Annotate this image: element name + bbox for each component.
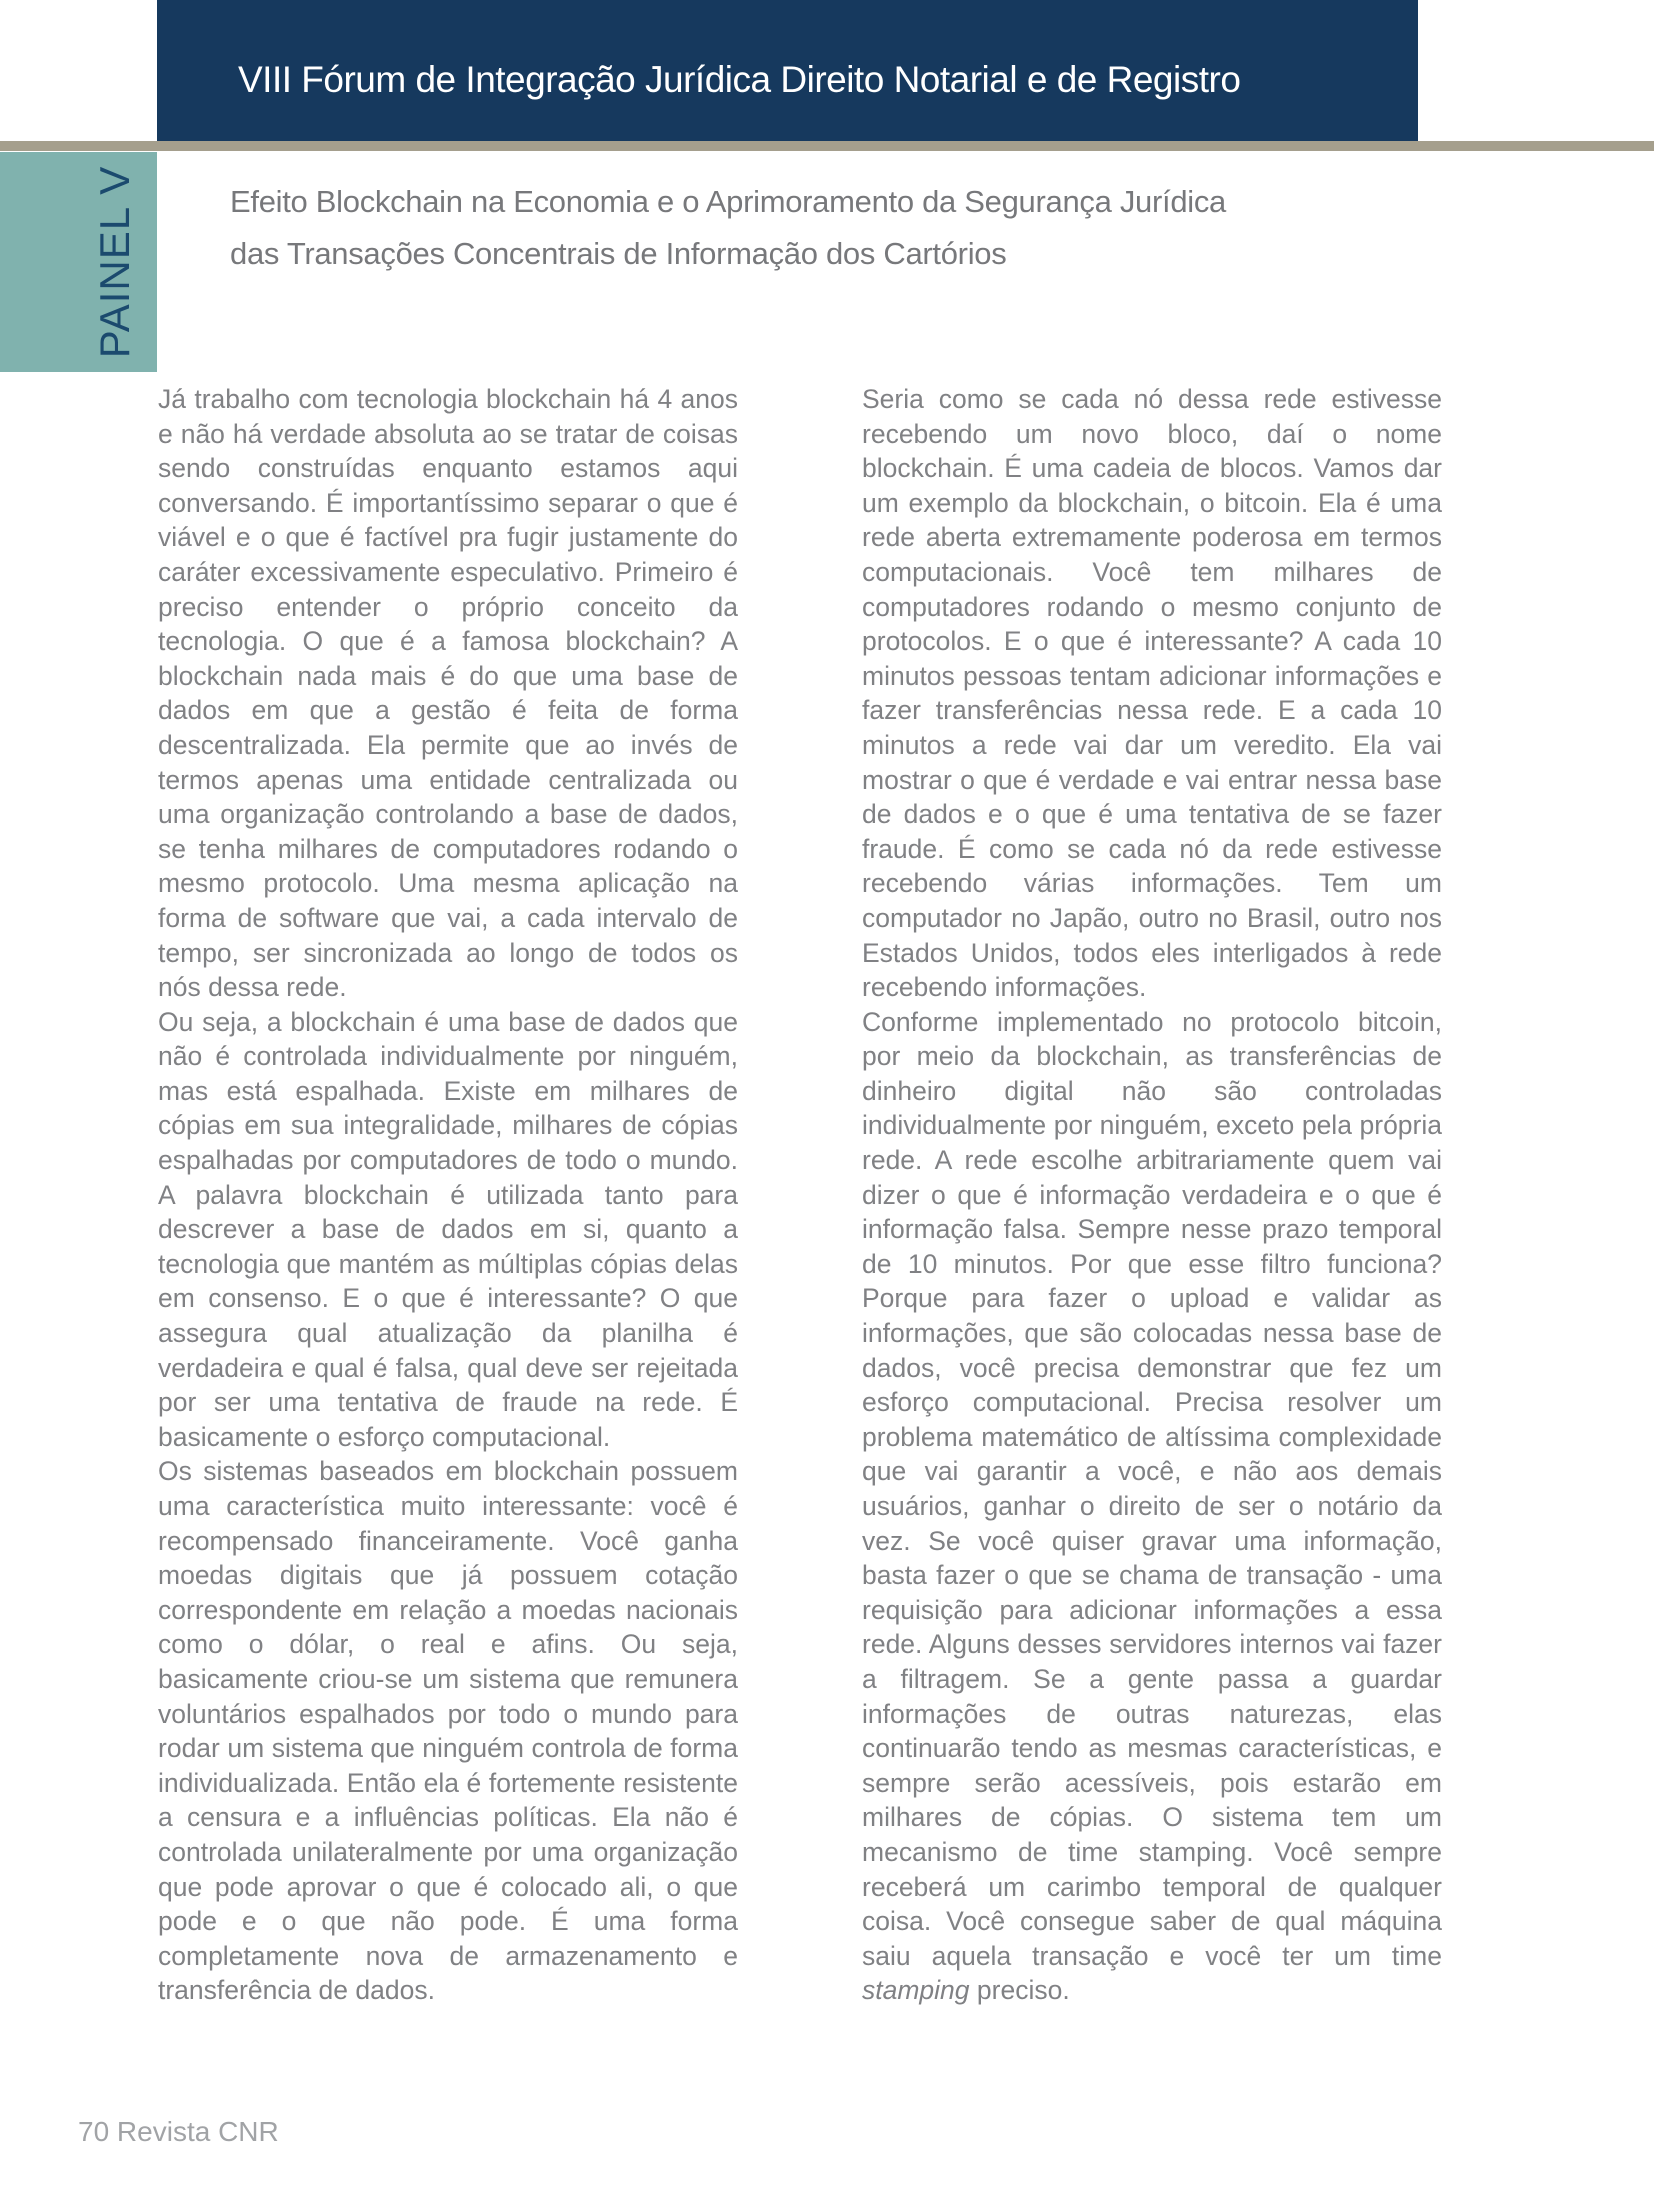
panel-v-tab (0, 152, 157, 372)
article-title (230, 176, 1420, 280)
paragraph-text: Conforme implementado no protocolo bitcoin, por meio da blockchain, as transferências de dinheiro digital não são controladas individualmente por ninguém, exceto pela própria rede. A rede escolhe arbitrariamente quem vai dizer o que é informação verdadeira e o que é informação falsa. Sempre nesse prazo temporal de 10 minutos. Por que esse filtro funciona? Porque para fazer o upload e validar as informações, que são colocadas nessa base de dados, você precisa demonstrar que fez um esforço computacional. Precisa resolver um problema matemático de altíssima complexidade que vai garantir a você, e não aos demais usuários, ganhar o direito de ser o notário da vez. Se você quiser gravar uma informação, basta fazer o que se chama de transação - uma requisição para adicionar informações a essa rede. Alguns desses servidores internos vai fazer a filtragem. Se a gente passa a guardar informações de outras naturezas, elas continuarão tendo as mesmas características, e sempre serão acessíveis, pois estarão em milhares de cópias. O sistema tem um mecanismo de time stamping. Você sempre receberá um carimbo temporal de qualquer coisa. Você consegue saber de qual máquina saiu aquela transação e você ter um time (862, 1006, 1442, 1971)
article-body (158, 382, 1442, 2008)
header-bar (157, 0, 1418, 141)
panel-label: PAINEL V (91, 165, 138, 359)
paragraph: Já trabalho com tecnologia blockchain há 4 anos e não há verdade absoluta ao se tratar de coisas sendo construídas enquanto estamos aqui conversando. É importantíssimo separar o que é viável e o que é factível pra fugir justamente do caráter excessivamente especulativo. Primeiro é preciso entender o próprio conceito da tecnologia. O que é a famosa blockchain? A blockchain nada mais é do que uma base de dados em que a gestão é feita de forma descentralizada. Ela permite que ao invés de termos apenas uma entidade centralizada ou uma organização controlando a base de dados, se tenha milhares de computadores rodando o mesmo protocolo. Uma mesma aplicação na forma de software que vai, a cada intervalo de tempo, ser sincronizada ao longo de todos os nós dessa rede. (158, 384, 738, 1003)
paragraph: Os sistemas baseados em blockchain possuem uma característica muito interessante: você é recompensado financeiramente. Você ganha moedas digitais que já possuem cotação correspondente em relação a moedas nacionais como o dólar, o real e afins. Ou seja, basicamente criou-se um sistema que remunera voluntários espalhados por todo o mundo para rodar um sistema que ninguém controla de forma individualizada. Então ela é fortemente resistente a censura e a influências políticas. Ela não é controlada unilateralmente por uma organização que pode aprovar o que é colocado ali, o que pode e o que não pode. É uma forma completamente nova de armazenamento e transferência de dados. (158, 1456, 738, 2006)
column-left (158, 382, 738, 2008)
paragraph-tail: preciso. (969, 1975, 1070, 2006)
divider-rule (0, 141, 1654, 151)
article-title-line2: das Transações Concentrais de Informação dos Cartórios (230, 236, 1007, 271)
page-footer: 70 Revista CNR (78, 2116, 279, 2147)
paragraph-italic-term: stamping (862, 1975, 970, 2006)
paragraph: Ou seja, a blockchain é uma base de dados que não é controlada individualmente por ninguém, mas está espalhada. Existe em milhares de cópias em sua integralidade, milhares de cópias espalhadas por computadores de todo o mundo. A palavra blockchain é utilizada tanto para descrever a base de dados em si, quanto a tecnologia que mantém as múltiplas cópias delas em consenso. E o que é interessante? O que assegura qual atualização da planilha é verdadeira e qual é falsa, qual deve ser rejeitada por ser uma tentativa de fraude na rede. É basicamente o esforço computacional. (158, 1006, 738, 1452)
paragraph: Seria como se cada nó dessa rede estivesse recebendo um novo bloco, daí o nome blockchain. É uma cadeia de blocos. Vamos dar um exemplo da blockchain, o bitcoin. Ela é uma rede aberta extremamente poderosa em termos computacionais. Você tem milhares de computadores rodando o mesmo conjunto de protocolos. E o que é interessante? A cada 10 minutos pessoas tentam adicionar informações e fazer transferências nessa rede. E a cada 10 minutos a rede vai dar um veredito. Ela vai mostrar o que é verdade e vai entrar nessa base de dados e o que é uma tentativa de se fazer fraude. É como se cada nó da rede estivesse recebendo várias informações. Tem um computador no Japão, outro no Brasil, outro nos Estados Unidos, todos eles interligados à rede recebendo informações. (862, 384, 1442, 1003)
forum-header-title: VIII Fórum de Integração Jurídica Direito Notarial e de Registro (238, 58, 1241, 100)
article-title-line1: Efeito Blockchain na Economia e o Aprimoramento da Segurança Jurídica (230, 184, 1226, 219)
paragraph (862, 1005, 1442, 2008)
column-right (862, 382, 1442, 2008)
